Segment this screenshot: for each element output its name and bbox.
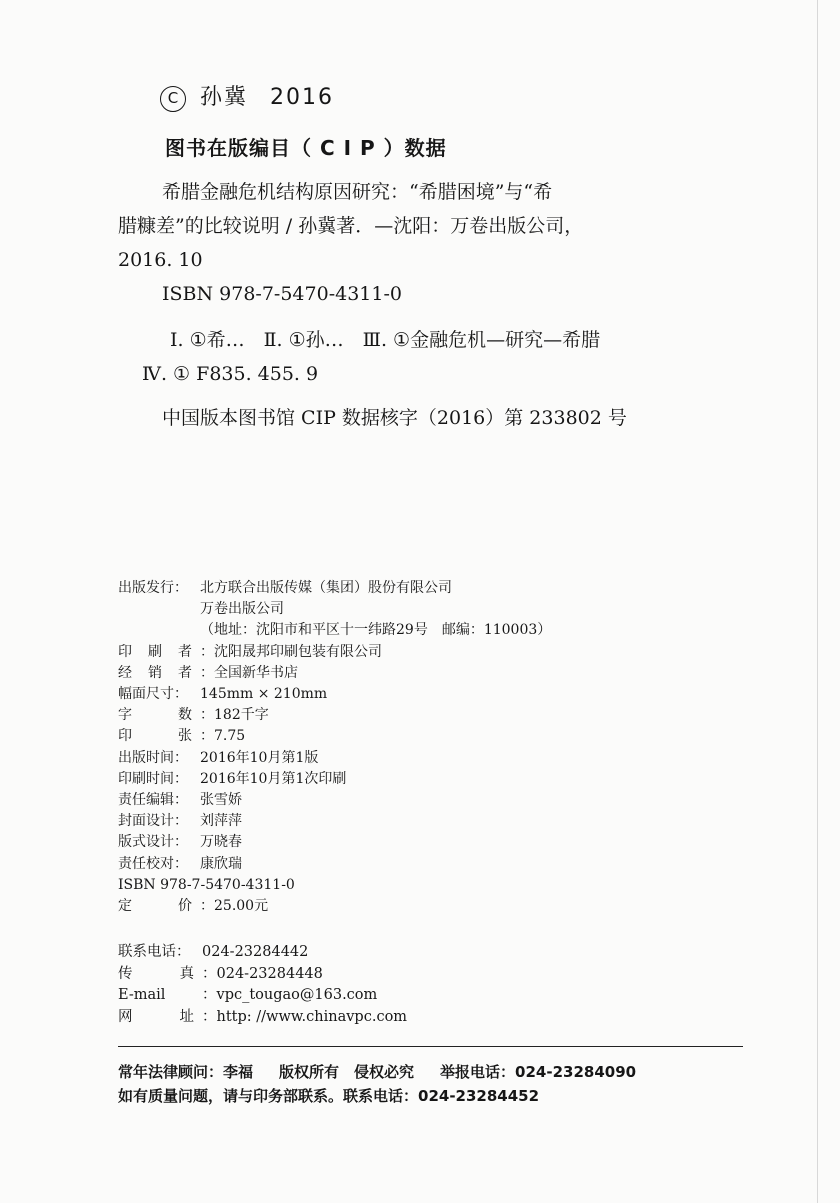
pub-date-row [118, 748, 551, 769]
print-date-row [118, 769, 551, 790]
size-value: 145mm × 210mm [200, 686, 328, 703]
words-row: 字 数 ：182千字 [118, 705, 551, 726]
fax-row: 传 真 ：024-23284448 [118, 964, 407, 986]
layout-design-label: 版式设计： [118, 834, 188, 851]
cip-classification-line-2: Ⅳ. ① F835. 455. 9 [142, 363, 319, 385]
print-date-value: 2016年10月第1次印刷 [200, 770, 347, 787]
report-phone: 举报电话：024-23284090 [440, 1063, 637, 1081]
distributor-value: 全国新华书店 [214, 664, 298, 681]
price-label: 定 价 [118, 898, 192, 915]
size-label: 幅面尺寸： [118, 686, 188, 703]
publisher-subsidiary: 万卷出版公司 [200, 601, 284, 618]
sheets-label: 印 张 [118, 728, 192, 745]
cover-design-row [118, 811, 551, 832]
price-value: 25.00元 [214, 898, 269, 915]
proofreader-label: 责任校对： [118, 855, 188, 872]
cover-design-label: 封面设计： [118, 813, 188, 830]
pub-date-label: 出版时间： [118, 749, 188, 766]
printer-row: 印 刷 者 ：沈阳晟邦印刷包装有限公司 [118, 642, 551, 663]
layout-design-row [118, 832, 551, 853]
publisher-address-row [118, 620, 551, 641]
publisher-row-2 [118, 599, 551, 620]
cip-record-number: 中国版本图书馆 CIP 数据核字（2016）第 233802 号 [162, 407, 627, 429]
fax-label: 传 真 [118, 965, 194, 982]
phone-value: 024-23284442 [202, 944, 309, 960]
proofreader-row [118, 854, 551, 875]
phone-label: 联系电话： [118, 944, 191, 960]
printer-label: 印 刷 者 [118, 643, 192, 660]
cip-data-block [118, 175, 638, 435]
email-row: E-mail ：vpc_tougao@163.com [118, 985, 407, 1007]
print-date-label: 印刷时间： [118, 770, 188, 787]
legal-advisor: 常年法律顾问：李福 [118, 1063, 254, 1081]
printer-value: 沈阳晟邦印刷包装有限公司 [214, 643, 382, 660]
isbn-row [118, 875, 551, 896]
cip-isbn: ISBN 978-7-5470-4311-0 [162, 283, 402, 305]
sheets-row: 印 张 ：7.75 [118, 726, 551, 747]
cip-title-line-1: 希腊金融危机结构原因研究：“希腊困境”与“希 [162, 181, 553, 203]
distributor-row: 经 销 者 ：全国新华书店 [118, 663, 551, 684]
cip-heading: 图书在版编目（ C I P ）数据 [165, 136, 447, 160]
email-value[interactable]: vpc_tougao@163.com [216, 987, 378, 1003]
cip-title-line-2: 腊糠差”的比较说明 / 孙冀著．—沈阳：万卷出版公司， [118, 215, 584, 237]
isbn-value: ISBN 978-7-5470-4311-0 [118, 876, 295, 893]
website-row: 网 址 ：http: //www.chinavpc.com [118, 1007, 407, 1029]
footer [118, 1060, 636, 1108]
copyright-line [160, 80, 334, 112]
words-label: 字 数 [118, 707, 192, 724]
publisher-address: （地址：沈阳市和平区十一纬路29号 邮编：110003） [200, 622, 552, 639]
layout-design-value: 万晓春 [200, 834, 242, 851]
words-value: 182千字 [214, 707, 269, 724]
copyright-year: 2016 [270, 85, 335, 110]
page-edge [817, 0, 818, 1203]
phone-row [118, 942, 407, 964]
pub-date-value: 2016年10月第1版 [200, 749, 319, 766]
website-label: 网 址 [118, 1008, 194, 1025]
editor-value: 张雪娇 [200, 792, 242, 809]
quality-contact: 如有质量问题，请与印务部联系。联系电话：024-23284452 [118, 1087, 540, 1105]
cip-classification-line-1: Ⅰ. ①希… Ⅱ. ①孙… Ⅲ. ①金融危机—研究—希腊 [170, 329, 601, 351]
cover-design-value: 刘萍萍 [200, 813, 242, 830]
copyright-icon: C [160, 86, 186, 112]
fax-value: 024-23284448 [216, 965, 323, 982]
editor-row [118, 790, 551, 811]
price-row: 定 价 ：25.00元 [118, 896, 551, 917]
publisher-row [118, 578, 551, 599]
proofreader-value: 康欣瑞 [200, 855, 242, 872]
rights-notice: 版权所有 侵权必究 [279, 1063, 415, 1081]
footer-divider [118, 1046, 743, 1047]
contact-info [118, 942, 407, 1028]
cip-title-line-3: 2016. 10 [118, 249, 203, 271]
size-row [118, 684, 551, 705]
distributor-label: 经 销 者 [118, 664, 192, 681]
copyright-holder: 孙冀 [200, 85, 249, 110]
publisher-info [118, 578, 551, 917]
website-value[interactable]: http: //www.chinavpc.com [216, 1008, 408, 1025]
email-label: E-mail [118, 987, 166, 1003]
sheets-value: 7.75 [214, 728, 246, 745]
editor-label: 责任编辑： [118, 792, 188, 809]
publisher-label: 出版发行： [118, 580, 188, 596]
publisher-value: 北方联合出版传媒（集团）股份有限公司 [200, 580, 452, 596]
footer-line-1 [118, 1060, 636, 1084]
